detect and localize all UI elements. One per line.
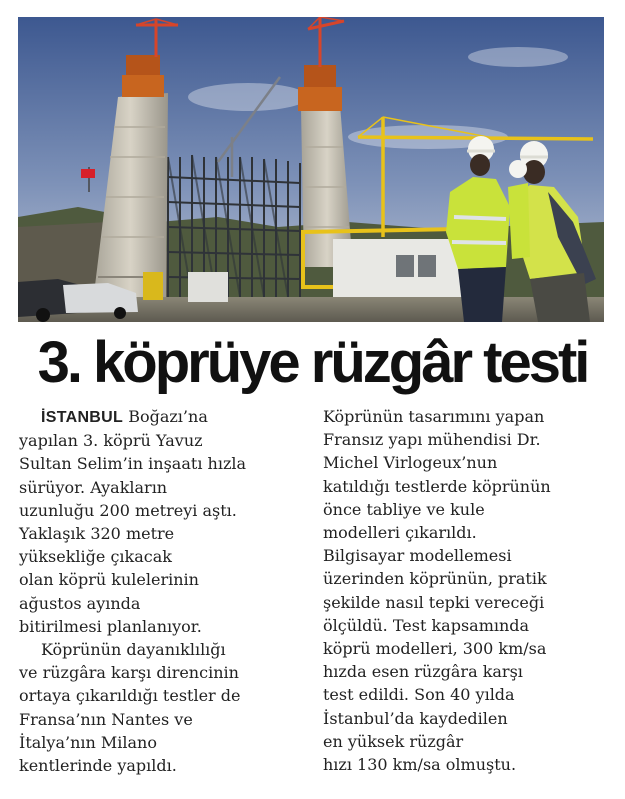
text-line: yüksekliğe çıkacak bbox=[19, 547, 172, 567]
text-line: hızı 130 km/sa olmuştu. bbox=[323, 755, 517, 775]
text-line: Fransız yapı mühendisi Dr. bbox=[323, 430, 541, 450]
headline: 3. köprüye rüzgâr testi bbox=[37, 330, 588, 395]
text-line: İstanbul’da kaydedilen bbox=[323, 708, 508, 728]
text-line: Fransa’nın Nantes ve bbox=[19, 709, 193, 729]
text-line: bitirilmesi planlanıyor. bbox=[19, 616, 202, 636]
article-column-left bbox=[19, 405, 301, 777]
text-line: İSTANBUL Boğazı’na bbox=[41, 407, 208, 426]
text-line: İtalya’nın Milano bbox=[19, 732, 157, 752]
text-line: hızda esen rüzgâra karşı bbox=[323, 662, 523, 682]
text-line: olan köprü kulelerinin bbox=[19, 570, 199, 590]
paragraph-1 bbox=[19, 405, 301, 638]
text-line: Köprünün dayanıklılığı bbox=[41, 640, 226, 660]
text-line: uzunluğu 200 metreyi aştı. bbox=[19, 500, 237, 520]
construction-photo bbox=[18, 17, 604, 322]
dateline: İSTANBUL bbox=[41, 409, 124, 426]
text-line: kentlerinde yapıldı. bbox=[19, 756, 177, 776]
text-line: sürüyor. Ayakların bbox=[19, 477, 168, 497]
text-line: Yaklaşık 320 metre bbox=[19, 524, 175, 544]
text-line: ağustos ayında bbox=[19, 593, 141, 613]
text-line: katıldığı testlerde köprünün bbox=[323, 476, 551, 496]
text-line: köprü modelleri, 300 km/sa bbox=[323, 639, 547, 659]
text-line: ve rüzgâra karşı direncinin bbox=[19, 663, 239, 683]
text-line: Michel Virlogeux’nun bbox=[323, 453, 498, 473]
text-line: en yüksek rüzgâr bbox=[323, 731, 464, 751]
text-line: yapılan 3. köprü Yavuz bbox=[19, 431, 203, 451]
article-column-right bbox=[323, 405, 605, 776]
text-line: ölçüldü. Test kapsamında bbox=[323, 615, 530, 635]
text-line: önce tabliye ve kule bbox=[323, 499, 485, 519]
paragraph-3 bbox=[323, 405, 605, 776]
text-line: şekilde nasıl tepki vereceği bbox=[323, 592, 545, 612]
paragraph-2 bbox=[19, 638, 301, 777]
text-line: ortaya çıkarıldığı testler de bbox=[19, 686, 241, 706]
text-line: Sultan Selim’in inşaatı hızla bbox=[19, 454, 247, 474]
text-line: üzerinden köprünün, pratik bbox=[323, 569, 547, 589]
text-line: modelleri çıkarıldı. bbox=[323, 523, 477, 543]
text-line: test edildi. Son 40 yılda bbox=[323, 685, 515, 705]
text-line: Bilgisayar modellemesi bbox=[323, 546, 512, 566]
text-line: Köprünün tasarımını yapan bbox=[323, 407, 545, 426]
